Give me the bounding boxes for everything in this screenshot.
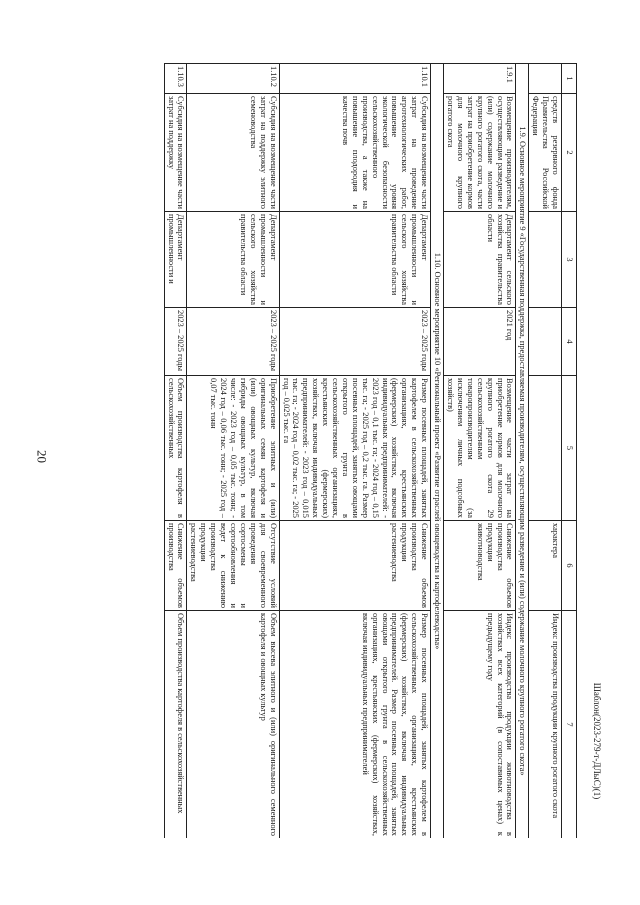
indicator-cell: Индекс производства продукции крупного рогатого скота: [529, 611, 562, 839]
column-header: 6: [562, 521, 577, 611]
program-activities-table-wrapper: [97, 63, 577, 838]
table-row: [529, 64, 562, 839]
indicator-cell: Индекс производства продукции животноводства в хозяйствах всех категорий (в сопоставимых ценах) к предыдущему году: [444, 611, 516, 839]
section-row: [431, 64, 444, 839]
period-cell: 2023 – 2025 годы: [279, 308, 431, 376]
row-number: 1.10.1: [279, 64, 431, 94]
program-activities-table: [164, 63, 577, 838]
column-header: 2: [562, 94, 577, 212]
table-row: [164, 64, 187, 839]
activity-name-cell: Субсидия на возмещение части затрат на поддержку элитного семеноводства: [187, 94, 279, 212]
column-header: 5: [562, 376, 577, 521]
expected-result-cell: Приобретение элитных и (или) оригинальных семян картофеля и (или) овощных культур, включая гибриды овощных культур, в том числе: - 2023 год – 0,05 тыс. тонн; - 2024 год – 0,06 тыс. тонн; - 2025 год – 0,07 тыс. тонн: [187, 376, 279, 521]
column-header: 4: [562, 308, 577, 376]
indicator-cell: Объем производства картофеля в сельскохозяйственных: [164, 611, 187, 839]
section-title: 1.9. Основное мероприятие 9 «Государственная поддержка, предоставляемая производителям, осуществляющим разведение и (или) содержание молочного крупного рогатого скота»: [516, 64, 529, 839]
row-number: 1.10.2: [187, 64, 279, 94]
row-number: 1.9.1: [444, 64, 516, 94]
table-row: [187, 64, 279, 839]
consequence-cell: Снижение объемов производства: [164, 521, 187, 611]
column-header: 1: [562, 64, 577, 94]
consequence-cell: Отсутствие условий для своевременного проведения сортосмены и сортообновления и ведет к снижению производства продукции растениеводства: [187, 521, 279, 611]
activity-name-cell: Субсидия на возмещение части затрат на проведение агротехнологических работ, повышение уровня экологической безопасности сельскохозяйственного производства, а также на повышение плодородия и качества почв: [279, 94, 431, 212]
expected-result-cell: Размер посевных площадей, занятых картофелем в сельскохозяйственных организациях, крестьянских (фермерских) хозяйствах, включая индивидуальных предпринимателей: - 2023 год – 0,1 тыс. га; - 2024 год – 0,15 тыс. га; - 2025 год – 0,2 тыс. га. Размер посевных площадей, занятых овощами открытого грунта в сельскохозяйственных организациях, крестьянских (фермерских) хозяйствах, включая индивидуальных предпринимателей: - 2023 год – 0,015 тыс. га; - 2024 год – 0,02 тыс. га; - 2025 год – 0,025 тыс. га: [279, 376, 431, 521]
executor-cell: Департамент сельского хозяйства правительства области: [444, 212, 516, 308]
expected-result-cell: Возмещение части затрат на приобретение кормов для молочного крупного рогатого скота 29 сельскохозяйственным товаропроизводителям (за исключением личных подсобных хозяйств): [444, 376, 516, 521]
rotated-page-content: [97, 63, 577, 838]
indicator-cell: Объем высева элитного и (или) оригинального семенного картофеля и овощных культур: [187, 611, 279, 839]
section-row: [516, 64, 529, 839]
table-row: [444, 64, 516, 839]
consequence-cell: Снижение объемов производства продукции растениеводства: [279, 521, 431, 611]
activity-name-cell: Субсидия на возмещение части затрат на поддержку: [164, 94, 187, 212]
table-header-row: [562, 64, 577, 839]
column-header: 3: [562, 212, 577, 308]
consequence-cell: характера: [529, 521, 562, 611]
executor-cell: Департамент промышленности и сельского хозяйства правительства области: [279, 212, 431, 308]
period-cell: 2021 год: [444, 308, 516, 376]
period-cell: 2023 – 2025 годы: [164, 308, 187, 376]
document-footer-code: Шаблон(2023-279-т-ДЛыС)(1): [592, 682, 602, 800]
table-row: [279, 64, 431, 839]
period-cell: 2023 – 2025 годы: [187, 308, 279, 376]
activity-name-cell: Возмещение производителям, осуществляющим разведение и (или) содержание молочного крупного рогатого скота, части затрат на приобретение кормов для молочного крупного рогатого скота: [444, 94, 516, 212]
executor-cell: Департамент промышленности и сельского хозяйства правительства области: [187, 212, 279, 308]
column-header: 7: [562, 611, 577, 839]
page-number: 20: [34, 450, 50, 463]
section-title: 1.10. Основное мероприятие 10 «Региональный проект «Развитие отраслей овощеводства и картофелеводства»: [431, 64, 444, 839]
row-number: 1.10.3: [164, 64, 187, 94]
expected-result-cell: Объем производства картофеля в сельскохозяйственных: [164, 376, 187, 521]
consequence-cell: Снижение объемов производства продукции животноводства: [444, 521, 516, 611]
activity-name-cell: средств резервного фонда Правительства Российской Федерации: [529, 94, 562, 212]
indicator-cell: Размер посевных площадей, занятых картофелем в сельскохозяйственных организациях, крестьянских (фермерских) хозяйствах, включая индивидуальных предпринимателей. Размер посевных площадей, занятых овощами открытого грунта в сельскохозяйственных организациях, крестьянских (фермерских) хозяйствах, включая индивидуальных предпринимателей: [279, 611, 431, 839]
executor-cell: Департамент промышленности и: [164, 212, 187, 308]
